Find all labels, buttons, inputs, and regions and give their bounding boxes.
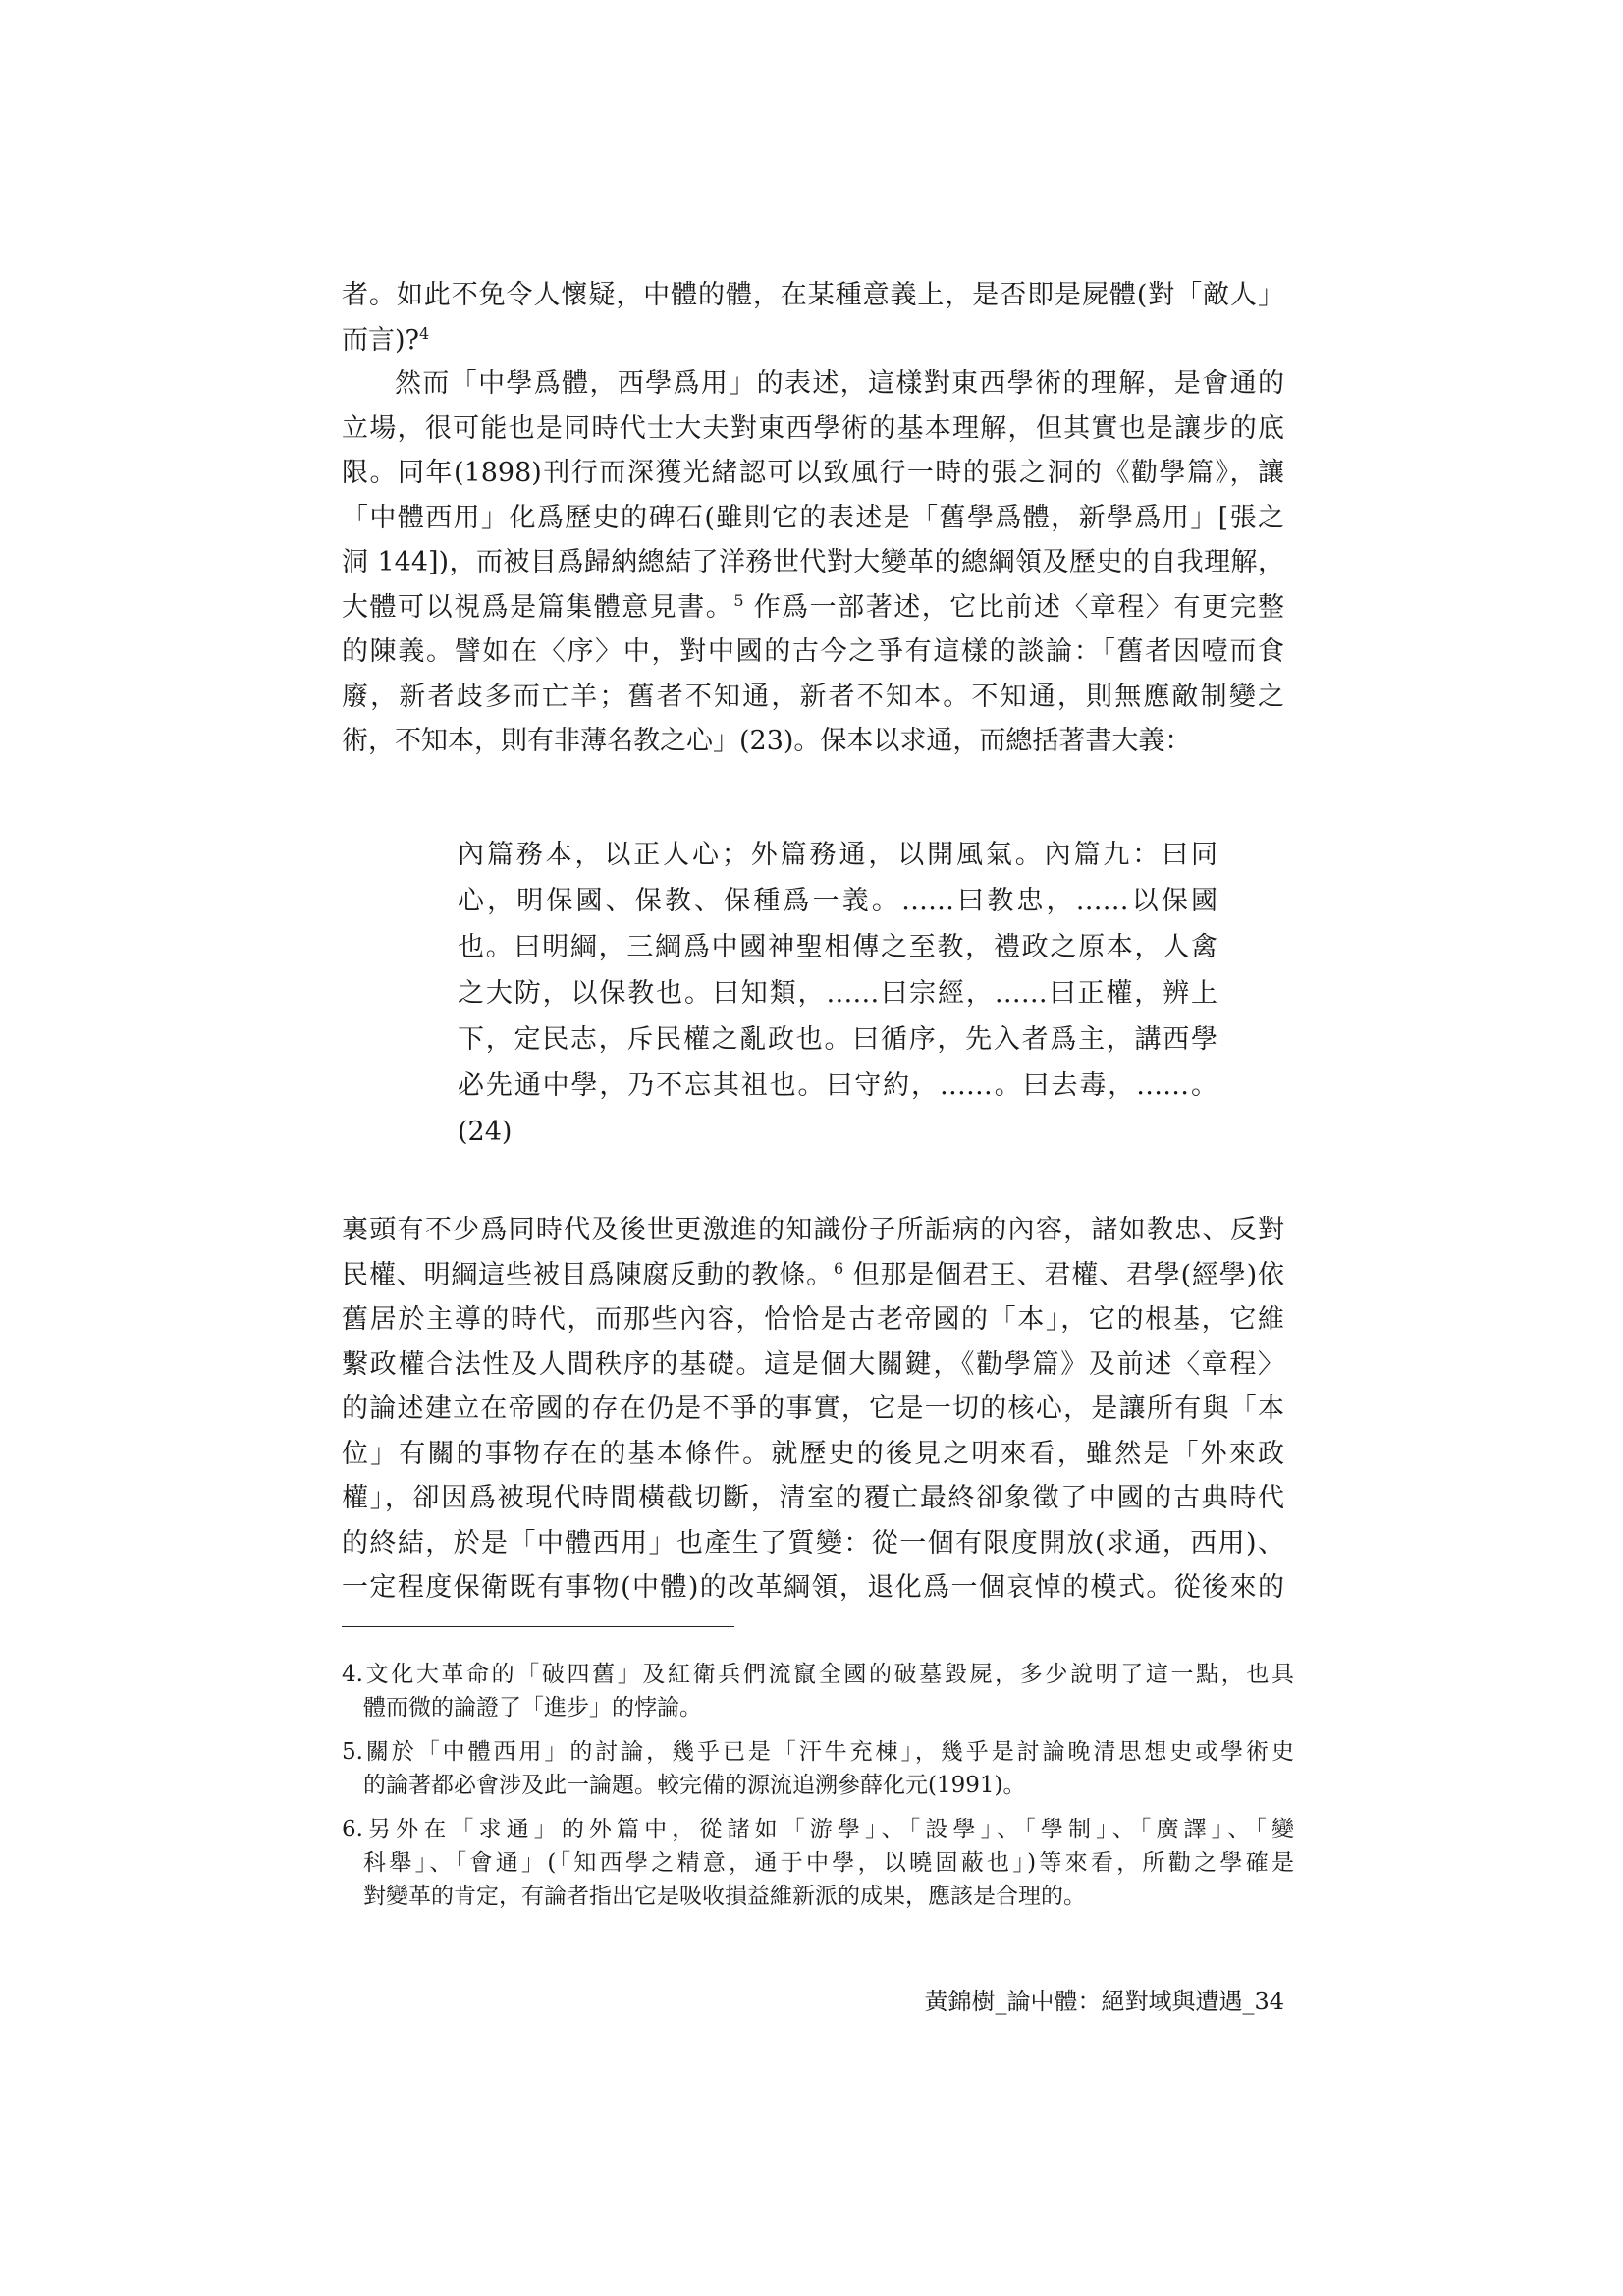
text-segment: 但那是個君王、君權、君學(經學)依 [852,1259,1284,1290]
text-line: 位」有關的事物存在的基本條件。就歷史的後見之明來看，雖然是「外來政 [342,1438,1284,1469]
text-line [342,1253,1284,1298]
text-line [342,318,1284,363]
text-line: 的論述建立在帝國的存在仍是不爭的事實，它是一切的核心，是讓所有與「本 [342,1394,1284,1424]
quote-line: 心，明保國、保教、保種爲一義。……曰教忠，……以保國 [458,886,1217,916]
text-segment: 民權、明綱這些被目爲陳腐反動的教條。 [342,1259,834,1290]
footnote-5 [342,1735,1294,1802]
text-segment: 作爲一部著述，它比前述〈章程〉有更完整 [753,591,1284,623]
text-line: 限。同年(1898)刊行而深獲光緒認可以致風行一時的張之洞的《勸學篇》，讓 [342,458,1284,488]
text-line [342,585,1284,630]
paragraph-zhongti-xiyong [342,361,1284,764]
text-line: 舊居於主導的時代，而那些內容，恰恰是古老帝國的「本」，它的根基，它維 [342,1304,1284,1335]
text-line: 廢，新者歧多而亡羊；舊者不知通，新者不知本。不知通，則無應敵制變之 [342,681,1284,712]
footnote-line: 4.文化大革命的「破四舊」及紅衛兵們流竄全國的破墓毀屍，多少說明了這一點，也具 [342,1662,1294,1687]
text-line: 權」，卻因爲被現代時間橫截切斷，清室的覆亡最終卻象徵了中國的古典時代 [342,1483,1284,1513]
footnotes [342,1658,1294,1924]
text-line: 立場，很可能也是同時代士大夫對東西學術的基本理解，但其實也是讓步的底 [342,412,1284,444]
quote-citation: (24) [458,1117,513,1147]
block-quote [458,832,1217,1155]
footnote-4 [342,1658,1294,1724]
quote-line: 必先通中學，乃不忘其祖也。曰守約，……。曰去毒，……。 [458,1070,1217,1101]
quote-line: 之大防，以保教也。曰知類，……曰宗經，……曰正權，辨上 [458,978,1217,1009]
text-line: 裏頭有不少爲同時代及後世更激進的知識份子所詬病的內容，諸如教忠、反對 [342,1215,1284,1245]
footnote-divider [342,1626,734,1627]
footnote-line: 科舉」、「會通」(「知西學之精意，通于中學，以曉固蔽也」)等來看，所勸之學確是 [363,1850,1294,1876]
text-line: 一定程度保衛既有事物(中體)的改革綱領，退化爲一個哀悼的模式。從後來的 [342,1572,1284,1603]
footnote-line: 對變革的肯定，有論者指出它是吸收損益維新派的成果，應該是合理的。 [363,1884,1086,1909]
text-line: 繫政權合法性及人間秩序的基礎。這是個大關鍵，《勸學篇》及前述〈章程〉 [342,1348,1284,1380]
footnote-line: 6.另外在「求通」的外篇中，從諸如「游學」、「設學」、「學制」、「廣譯」、「變 [342,1817,1294,1842]
paragraph-quanxuepian-analysis [342,1208,1284,1611]
footnote-ref-6[interactable]: 6 [834,1258,844,1278]
quote-line: 也。曰明綱，三綱爲中國神聖相傳之至教，禮政之原本，人禽 [458,932,1217,962]
text-line: 「中體西用」化爲歷史的碑石(雖則它的表述是「舊學爲體，新學爲用」[張之 [342,502,1284,533]
footnote-line: 體而微的論證了「進步」的悖論。 [363,1695,702,1721]
footnote-line: 的論著都必會涉及此一論題。較完備的源流追溯參薛化元(1991)。 [363,1773,1026,1798]
text-segment: 大體可以視爲是篇集體意見書。 [342,591,734,623]
footnote-ref-5[interactable]: 5 [733,590,744,610]
text-segment: 而言)? [342,324,420,355]
text-line: 術，不知本，則有非薄名教之心」(23)。保本以求通，而總括著書大義： [342,726,1192,756]
footnote-line: 5.關於「中體西用」的討論，幾乎已是「汗牛充棟」，幾乎是討論晚清思想史或學術史 [342,1739,1294,1765]
text-line: 的陳義。譬如在〈序〉中，對中國的古今之爭有這樣的談論：「舊者因噎而食 [342,636,1284,667]
text-line: 然而「中學爲體，西學爲用」的表述，這樣對東西學術的理解，是會通的 [395,368,1284,399]
text-line: 洞 144])，而被目爲歸納總結了洋務世代對大變革的總綱領及歷史的自我理解， [342,547,1284,577]
footnote-6 [342,1813,1294,1913]
quote-line: 內篇務本，以正人心；外篇務通，以開風氣。內篇九：曰同 [458,840,1217,870]
paragraph-continuation [342,273,1284,362]
running-footer: 黃錦樹_論中體：絕對域與遭遇_34 [924,1988,1284,2015]
footnote-ref-4[interactable]: 4 [419,323,430,343]
text-line: 的終結，於是「中體西用」也產生了質變：從一個有限度開放(求通，西用)、 [342,1527,1284,1558]
text-line: 者。如此不免令人懷疑，中體的體，在某種意義上，是否即是屍體(對「敵人」 [342,280,1284,310]
quote-line: 下，定民志，斥民權之亂政也。曰循序，先入者爲主，講西學 [458,1024,1217,1055]
